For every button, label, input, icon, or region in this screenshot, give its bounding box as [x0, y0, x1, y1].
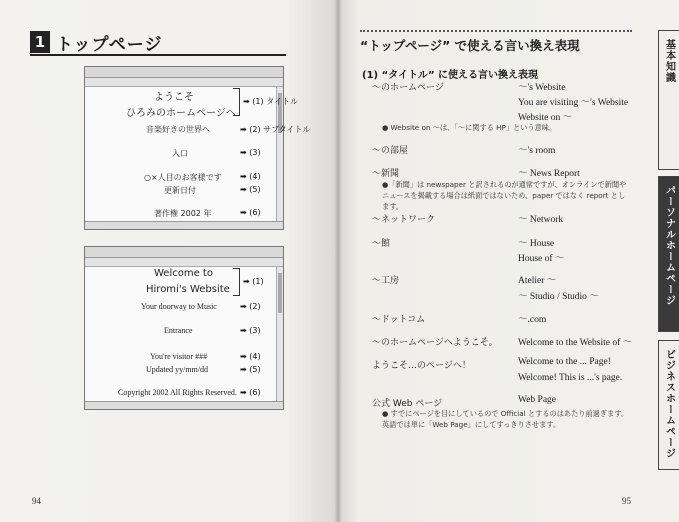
section-title: “トップページ” で使える言い換え表現	[360, 30, 632, 54]
term-2: 〜新聞	[372, 169, 400, 179]
jp-line-5: ○×人目のお客様です	[144, 173, 222, 182]
callout-5: ➡ (5)	[240, 185, 261, 194]
callout-4: ➡ (4)	[240, 172, 261, 181]
en-line-2: Hiromi's Website	[146, 284, 230, 295]
en-line-7: Copyright 2002 All Rights Reserved.	[118, 388, 237, 397]
browser-statusbar	[85, 401, 283, 409]
callout-6: ➡ (6)	[240, 208, 261, 217]
term-7: 〜のホームページへようこそ。	[372, 338, 498, 348]
term-0: 〜のホームページ	[372, 83, 444, 93]
callout-5: ➡ (5)	[240, 365, 261, 374]
term-9: 公式 Web ページ	[372, 399, 443, 409]
term-8: ようこそ…のページへ！	[372, 361, 471, 371]
jp-line-2: ひろみのホームページへ	[126, 108, 236, 119]
eng-5-0: Atelier 〜	[518, 276, 557, 286]
eng-3-0: 〜 Network	[518, 215, 564, 225]
eng-6-0: 〜.com	[518, 315, 547, 325]
callout-6: ➡ (6)	[240, 388, 261, 397]
browser-address-bar	[85, 258, 283, 267]
browser-toolbar	[85, 67, 283, 78]
jp-line-6: 更新日付	[164, 186, 196, 195]
note-1: ●「新聞」は newspaper と訳されるのが通常ですが、オンラインで新聞やニュースを掲載する場合は紙面ではないため、paper ではなく report とします。	[382, 180, 627, 211]
browser-toolbar	[85, 247, 283, 258]
eng-4-1: House of 〜	[518, 254, 565, 264]
callout-3: ➡ (3)	[240, 326, 261, 335]
jp-line-3: 音楽好きの世界へ	[146, 125, 210, 134]
term-3: 〜ネットワーク	[372, 215, 436, 225]
term-4: 〜館	[372, 239, 391, 249]
eng-8-1: Welcome! This is ...'s page.	[518, 373, 623, 383]
eng-0-0: 〜's Website	[518, 83, 566, 93]
callout-1: ➡ (1)	[243, 277, 264, 286]
subheading: (1) “タイトル” に使える言い換え表現	[362, 70, 539, 81]
chapter-heading	[30, 30, 286, 56]
eng-0-1: You are visiting 〜's Website	[518, 98, 629, 108]
book-gutter	[334, 0, 342, 522]
jp-line-1: ようこそ	[154, 92, 194, 103]
tab-basics[interactable]: 基本知識	[658, 30, 679, 170]
term-5: 〜工房	[372, 276, 400, 286]
en-line-4: Entrance	[164, 326, 193, 335]
callout-3: ➡ (3)	[240, 148, 261, 157]
en-line-6: Updated yy/mm/dd	[146, 365, 208, 374]
page-number-right: 95	[622, 496, 631, 506]
en-line-1: Welcome to	[154, 268, 213, 279]
browser-scrollbar	[276, 267, 283, 401]
tab-personal-homepage[interactable]: パーソナルホームページ	[658, 176, 679, 332]
eng-2-0: 〜 News Report	[518, 169, 580, 179]
en-line-3: Your doorway to Music	[141, 302, 217, 311]
eng-8-0: Welcome to the ... Page!	[518, 357, 611, 367]
term-1: 〜の部屋	[372, 146, 409, 156]
eng-9-0: Web Page	[518, 395, 557, 405]
jp-line-7: 著作権 2002 年	[154, 209, 212, 218]
title-bracket	[233, 88, 240, 116]
note-2: ● すでにページを目にしているので Official とするのはあたり前過ぎます。英語では単に「Web Page」にしてすっきりさせます。	[382, 409, 629, 429]
callout-2: ➡ (2) サブタイトル	[240, 125, 311, 134]
eng-0-2: Website on 〜	[518, 113, 573, 123]
page-number-left: 94	[32, 496, 41, 506]
callout-2: ➡ (2)	[240, 302, 261, 311]
browser-address-bar	[85, 78, 283, 87]
callout-1: ➡ (1) タイトル	[243, 97, 298, 106]
jp-line-4: 入口	[172, 149, 188, 158]
eng-5-1: 〜 Studio / Studio 〜	[518, 292, 599, 302]
note-0: ● Website on 〜は、「〜に関する HP」という意味。	[382, 123, 557, 132]
en-line-5: You're visitor ###	[150, 352, 208, 361]
chapter-number: 1	[30, 31, 50, 53]
term-6: 〜ドットコム	[372, 315, 426, 325]
tab-business-homepage[interactable]: ビジネスホームページ	[658, 340, 679, 470]
eng-4-0: 〜 House	[518, 239, 555, 249]
browser-scrollbar	[276, 87, 283, 221]
browser-statusbar	[85, 221, 283, 229]
title-bracket	[233, 268, 240, 296]
callout-4: ➡ (4)	[240, 352, 261, 361]
eng-7-0: Welcome to the Website of 〜	[518, 338, 633, 348]
chapter-title: トップページ	[56, 34, 163, 55]
eng-1-0: 〜's room	[518, 146, 556, 156]
